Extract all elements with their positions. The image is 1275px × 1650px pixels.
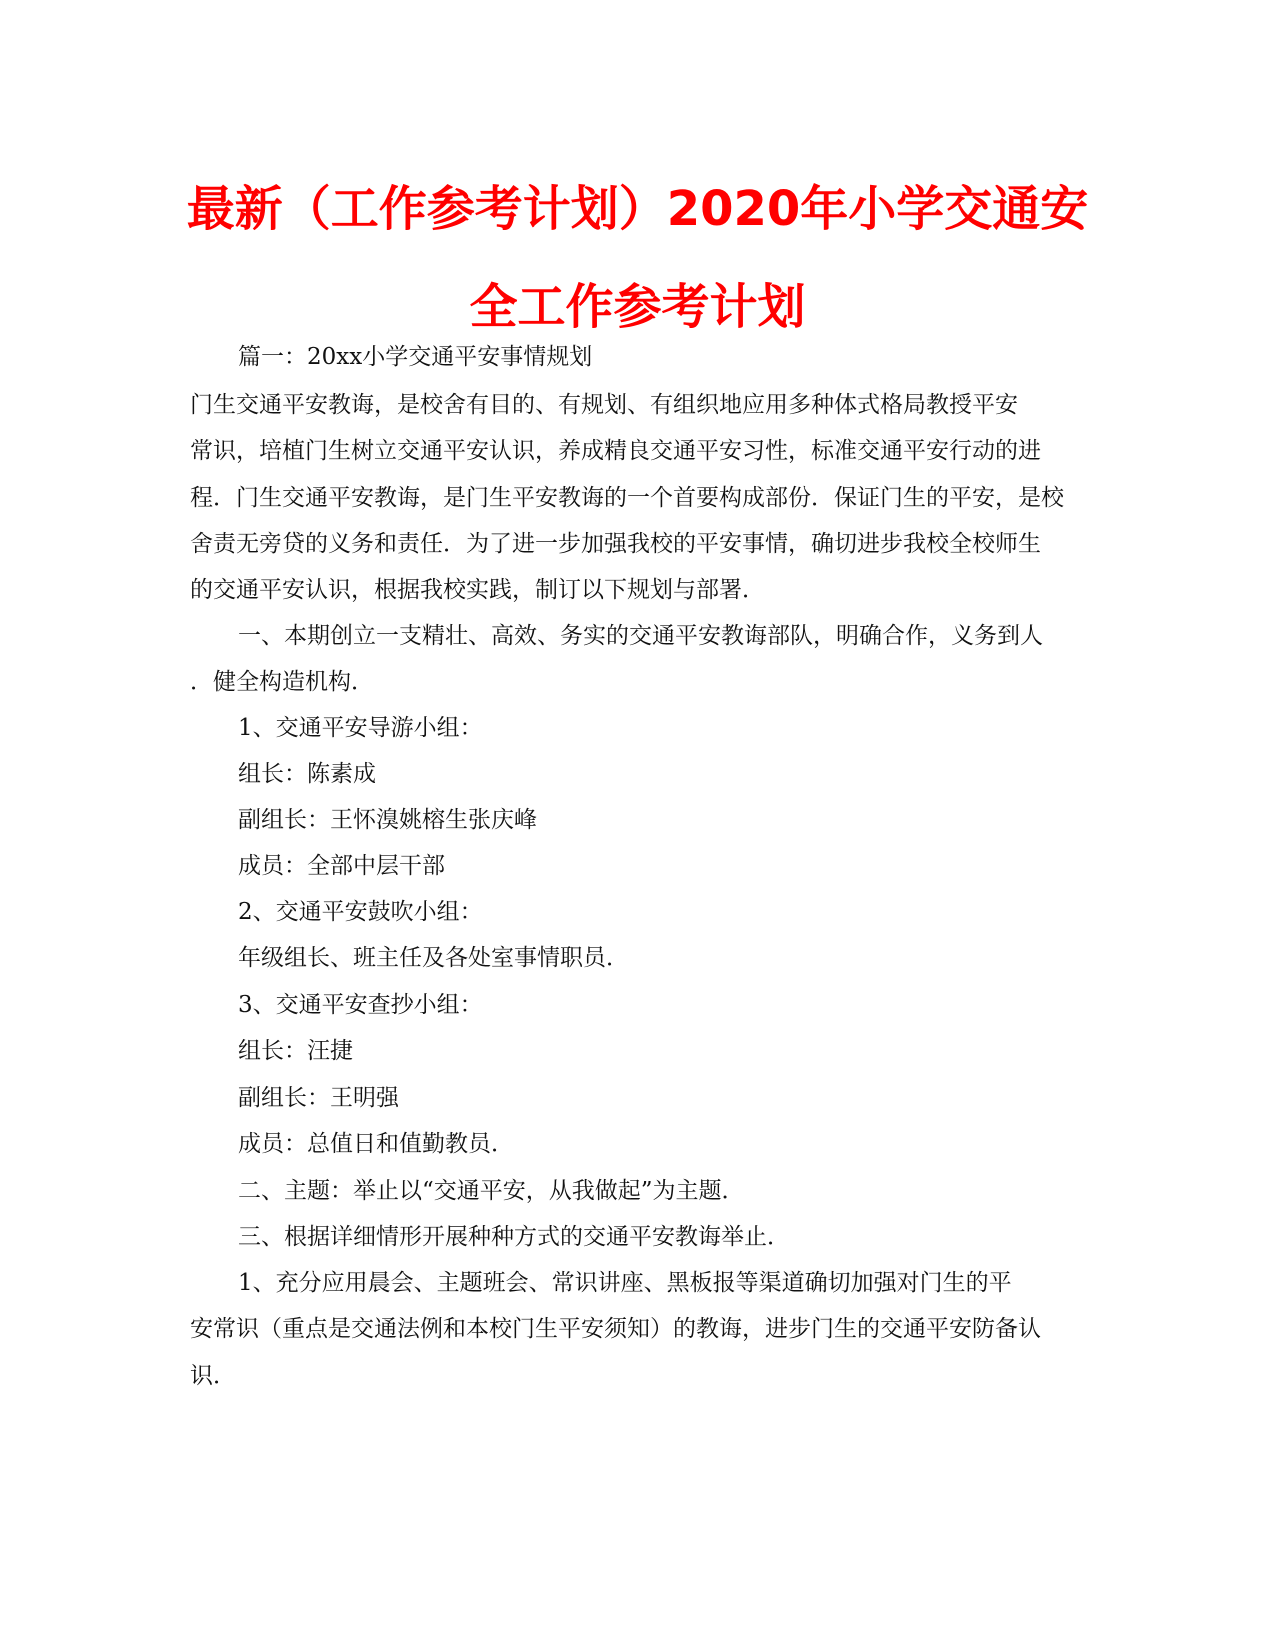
paragraph-line: 常识，培植门生树立交通平安认识，养成精良交通平安习性，标准交通平安行动的进 (190, 438, 1041, 464)
paragraph-line: 三、根据详细情形开展种种方式的交通平安教诲举止． (238, 1224, 790, 1250)
list-item: 年级组长、班主任及各处室事情职员． (238, 945, 629, 971)
paragraph-line: 安常识（重点是交通法例和本校门生平安须知）的教诲，进步门生的交通平安防备认 (190, 1316, 1041, 1342)
list-item: 组长：陈素成 (238, 761, 376, 787)
list-item: 2、交通平安鼓吹小组： (238, 899, 483, 925)
paragraph-line: 的交通平安认识，根据我校实践，制订以下规划与部署． (190, 577, 765, 603)
paragraph-line: 门生交通平安教诲，是校舍有目的、有规划、有组织地应用多种体式格局教授平安 (190, 392, 1018, 418)
section-heading: 篇一：20xx小学交通平安事情规划 (238, 344, 593, 370)
list-item: 组长：汪捷 (238, 1038, 353, 1064)
list-item: 副组长：王明强 (238, 1085, 399, 1111)
list-item: 3、交通平安查抄小组： (238, 992, 483, 1018)
list-item: 副组长：王怀溴姚榕生张庆峰 (238, 807, 537, 833)
list-item: 1、交通平安导游小组： (238, 715, 483, 741)
paragraph-line: 1、充分应用晨会、主题班会、常识讲座、黑板报等渠道确切加强对门生的平 (238, 1270, 1012, 1296)
paragraph-line: 程．门生交通平安教诲，是门生平安教诲的一个首要构成部份．保证门生的平安，是校 (190, 485, 1064, 511)
paragraph-line: 舍责无旁贷的义务和责任．为了进一步加强我校的平安事情，确切进步我校全校师生 (190, 531, 1041, 557)
document-title-line-1: 最新（工作参考计划）2020年小学交通安 (186, 181, 1089, 237)
paragraph-line: 识． (190, 1363, 236, 1389)
list-item: 成员：全部中层干部 (238, 853, 445, 879)
document-title-line-2: 全工作参考计划 (469, 279, 806, 335)
paragraph-line: 二、主题：举止以“交通平安，从我做起”为主题． (238, 1178, 745, 1204)
list-item: 成员：总值日和值勤教员． (238, 1131, 514, 1157)
paragraph-line: 一、本期创立一支精壮、高效、务实的交通平安教诲部队，明确合作，义务到人 (238, 623, 1043, 649)
paragraph-line: ．健全构造机构． (190, 669, 374, 695)
